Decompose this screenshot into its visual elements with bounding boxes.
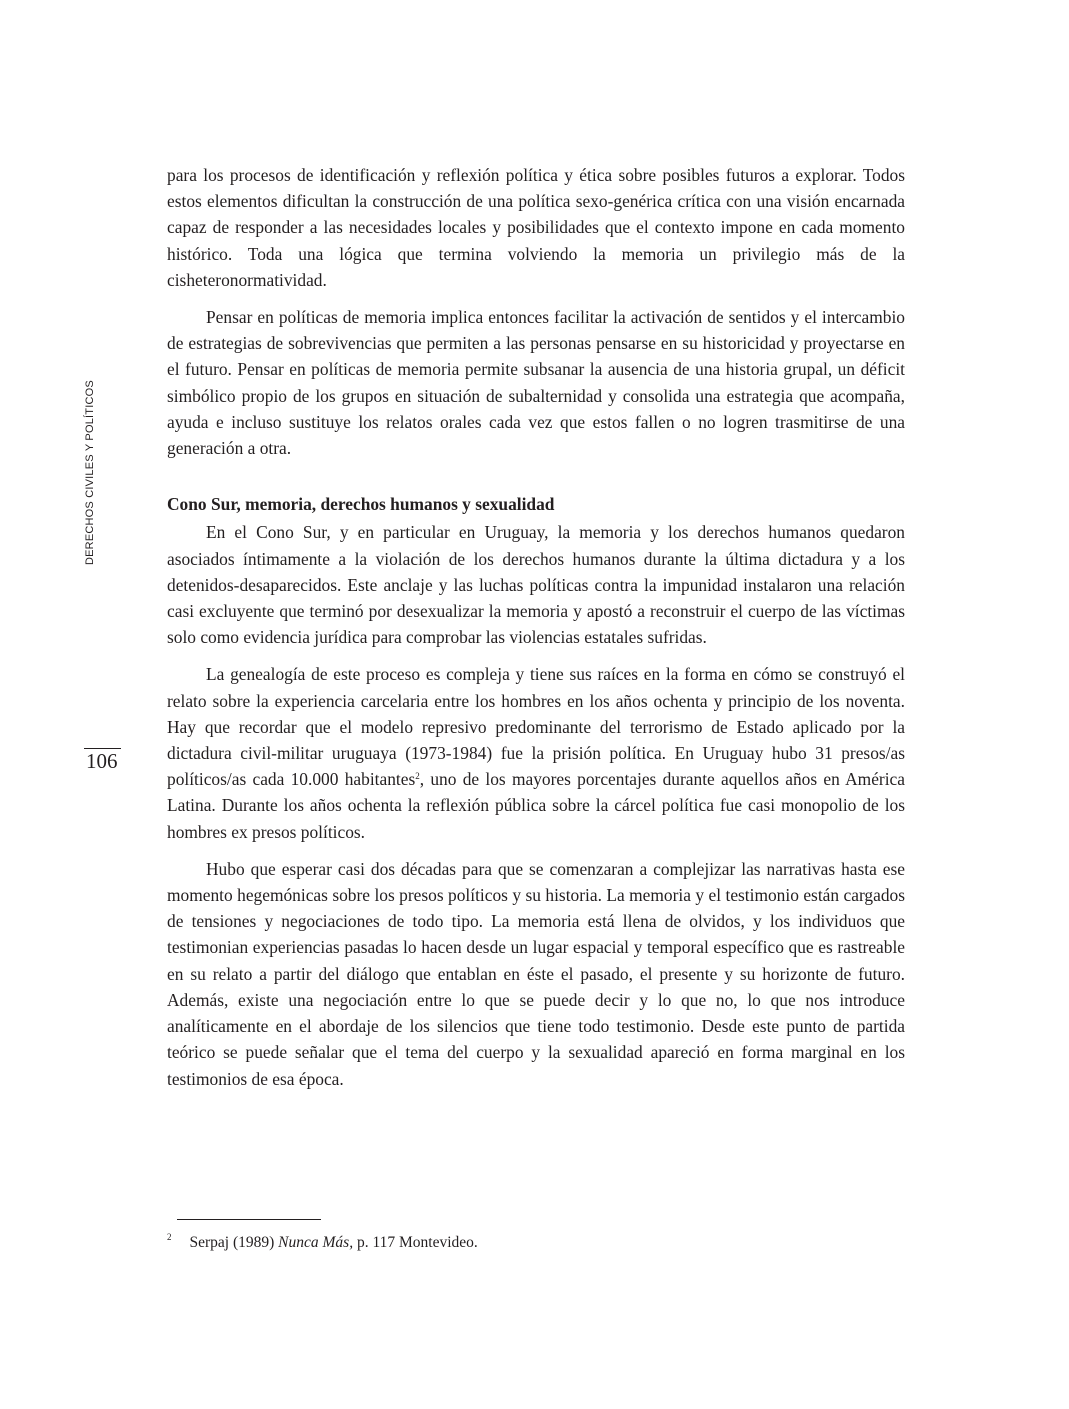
paragraph-with-footnote (167, 661, 905, 844)
running-section-label: DERECHOS CIVILES Y POLÍTICOS (84, 380, 96, 565)
paragraph: para los procesos de identificación y reflexión política y ética sobre posibles futuros a explorar. Todos estos elementos dificultan la construcción de una política sexo-genérica crítica con una visión encarnada capaz de responder a las necesidades locales y posibilidades que el contexto impone en cada momento histórico. Toda una lógica que termina volviendo la memoria un privilegio más de la cisheteronormatividad. (167, 165, 905, 290)
footnote (167, 1226, 478, 1254)
footnote-number: 2 (167, 1232, 172, 1242)
footnote-rule (177, 1219, 321, 1220)
section-heading: Cono Sur, memoria, derechos humanos y sexualidad (167, 494, 555, 515)
paragraph: Hubo que esperar casi dos décadas para que se comenzaran a complejizar las narrativas hasta ese momento hegemónicas sobre los presos políticos y su historia. La memoria y el testimonio están cargados de tensiones y negociaciones de todo tipo. La memoria está llena de olvidos, y los individuos que testimonian experiencias pasadas lo hacen desde un lugar espacial y temporal específico que es rastreable en su relato a partir del diálogo que entablan en éste el pasado, el presente y su horizonte de futuro. Además, existe una negociación entre lo que se puede decir y lo que no, lo que nos introduce analíticamente en el abordaje de los silencios que tiene todo testimonio. Desde este punto de partida teórico se puede señalar que el tema del cuerpo y la sexualidad apareció en forma marginal en los testimonios de esa época. (167, 858, 905, 1089)
paragraph: En el Cono Sur, y en particular en Uruguay, la memoria y los derechos humanos quedaron asociados íntimamente a la violación de los derechos humanos durante la última dictadura y a los detenidos-desaparecidos. Este anclaje y las luchas políticas contra la impunidad instalaron una relación casi excluyente que terminó por desexualizar la memoria y apostó a reconstruir el cuerpo de las víctimas solo como evidencia jurídica para comprobar las violencias estatales sufridas. (167, 522, 905, 648)
page-number: 106 (86, 749, 118, 773)
footnote-marker[interactable]: 2 (415, 771, 420, 782)
body-text (167, 162, 905, 1103)
footnote-title: Nunca Más, (278, 1234, 354, 1251)
footnote-text: Serpaj (1989) (189, 1234, 279, 1251)
paragraph-text: La genealogía de este proceso es compleja y tiene sus raíces en la forma en cómo se construyó el relato sobre la experiencia carcelaria entre los hombres en los años ochenta y principio de los noventa. Hay que recordar que el modelo represivo predominante del terrorismo de Estado aplicado por la dictadura civil-militar uruguaya (1973-1984) fue la prisión política. En Uruguay hubo 31 presos/as políticos/as cada 10.000 habitantes (167, 664, 905, 790)
paragraph: Pensar en políticas de memoria implica entonces facilitar la activación de sentidos y el intercambio de estrategias de sobrevivencias que permiten a las personas pensarse en su historicidad y proyectarse en el futuro. Pensar en políticas de memoria permite subsanar la ausencia de una historia grupal, un déficit simbólico propio de los grupos en situación de subalternidad y consolida una estrategia que acompaña, ayuda e incluso sustituye los relatos orales cada vez que estos fallen o no logren trasmitirse de una generación a otra. (167, 307, 905, 459)
footnote-text: p. 117 Montevideo. (353, 1234, 478, 1251)
paragraph-text: , uno de los mayores porcentajes durante aquellos años en América Latina. Durante los años ochenta la reflexión pública sobre la cárcel política fue casi monopolio de los hombres ex presos políticos. (167, 769, 905, 842)
